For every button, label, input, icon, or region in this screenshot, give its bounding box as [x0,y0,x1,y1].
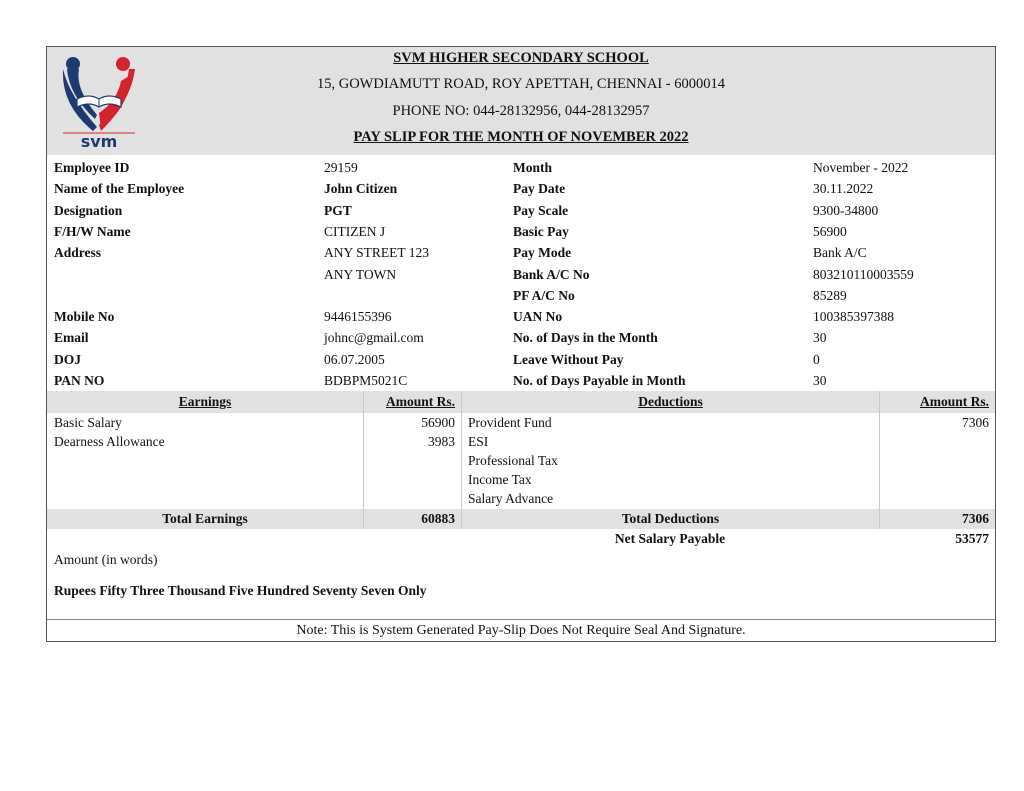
amount-in-words: Rupees Fifty Three Thousand Five Hundred Seventy Seven Only [54,583,427,598]
pay-field-label: Leave Without Pay [513,351,624,367]
payslip-title: PAY SLIP FOR THE MONTH OF NOVEMBER 2022 [353,129,689,145]
total-deductions-value: 7306 [879,509,995,529]
employee-field-label: F/H/W Name [54,223,131,239]
employee-field-value: BDBPM5021C [324,373,408,388]
pay-field-label: Pay Mode [513,245,572,261]
deductions-names [461,413,879,509]
employee-field-value: John Citizen [324,181,398,197]
deduction-item-amount: 7306 [962,415,989,430]
pay-field-label: Pay Date [513,181,566,197]
employee-field-value: PGT [324,202,352,218]
earnings-names [47,413,363,509]
employee-field-label: Employee ID [54,160,130,175]
amount-in-words-label: Amount (in words) [54,552,158,567]
pay-field-label: No. of Days Payable in Month [513,373,686,388]
employee-field-value: 06.07.2005 [324,351,385,367]
employee-field-label: Mobile No [54,309,115,325]
total-earnings-label: Total Earnings [47,509,363,529]
pay-field-value: 9300-34800 [813,202,879,218]
pay-field-value: 803210110003559 [813,266,914,282]
employee-field-label: Name of the Employee [54,181,185,197]
pay-field-label: Month [513,160,553,175]
earnings-amounts [363,413,461,509]
deduction-item-name: Provident Fund [468,415,552,430]
employee-field-value: 29159 [324,160,358,175]
pay-field-value: Bank A/C [813,245,867,261]
earning-item-name: Dearness Allowance [54,434,165,449]
employee-field-label: Address [54,245,102,261]
employee-field-label: Designation [54,202,123,218]
deductions-amount-header: Amount Rs. [879,391,995,413]
net-salary-value: 53577 [955,531,989,546]
footer-note: Note: This is System Generated Pay-Slip Does Not Require Seal And Signature. [296,623,746,638]
earnings-header: Earnings [47,391,363,413]
deduction-item-name: Income Tax [468,472,532,487]
svg-text:svm: svm [80,132,118,149]
pay-field-label: No. of Days in the Month [513,330,658,346]
employee-field-label: PAN NO [54,373,105,388]
employee-field-label: Email [54,330,89,346]
deduction-item-amount [880,470,989,489]
pay-field-value: 56900 [813,223,847,239]
deduction-item-name: Salary Advance [468,491,554,506]
pay-field-value: 100385397388 [813,309,894,325]
pay-field-label: PF A/C No [513,287,575,303]
pay-field-label: UAN No [513,309,563,325]
pay-field-value: 30 [813,330,827,346]
employee-field-value: ANY STREET 123 [324,245,430,261]
deductions-header: Deductions [461,391,879,413]
employee-field-label: DOJ [54,351,81,367]
earnings-amount-header: Amount Rs. [363,391,461,413]
deduction-item-name: Professional Tax [468,453,558,468]
pay-field-value: 0 [813,351,820,367]
earning-item-amount: 56900 [421,415,455,430]
pay-field-value: 30 [813,373,827,388]
pay-field-label: Basic Pay [513,223,569,239]
pay-field-value: 30.11.2022 [813,181,874,197]
total-earnings-value: 60883 [363,509,461,529]
employee-field-value: johnc@gmail.com [324,330,424,346]
deductions-amounts [879,413,995,509]
deduction-item-amount [880,432,989,451]
deduction-item-amount [880,451,989,470]
employee-field-value: ANY TOWN [324,266,397,282]
employee-field-value: CITIZEN J [324,223,386,239]
pay-field-value: November - 2022 [813,160,909,175]
deduction-item-name: ESI [468,434,489,449]
earning-item-name: Basic Salary [54,415,122,430]
deduction-item-amount [880,489,989,508]
school-phone: PHONE NO: 044-28132956, 044-28132957 [392,103,650,119]
slip-header [47,47,995,155]
school-name: SVM HIGHER SECONDARY SCHOOL [393,50,649,66]
school-address: 15, GOWDIAMUTT ROAD, ROY APETTAH, CHENNAI - 6000014 [316,76,726,92]
note-divider [47,619,995,620]
total-deductions-label: Total Deductions [461,509,879,529]
earning-item-amount: 3983 [428,434,455,449]
pay-slip [46,46,996,642]
pay-field-label: Pay Scale [513,202,569,218]
employee-field-value: 9446155396 [324,309,392,325]
net-salary-label: Net Salary Payable [614,531,726,546]
pay-field-value: 85289 [813,287,847,303]
pay-field-label: Bank A/C No [513,266,590,282]
